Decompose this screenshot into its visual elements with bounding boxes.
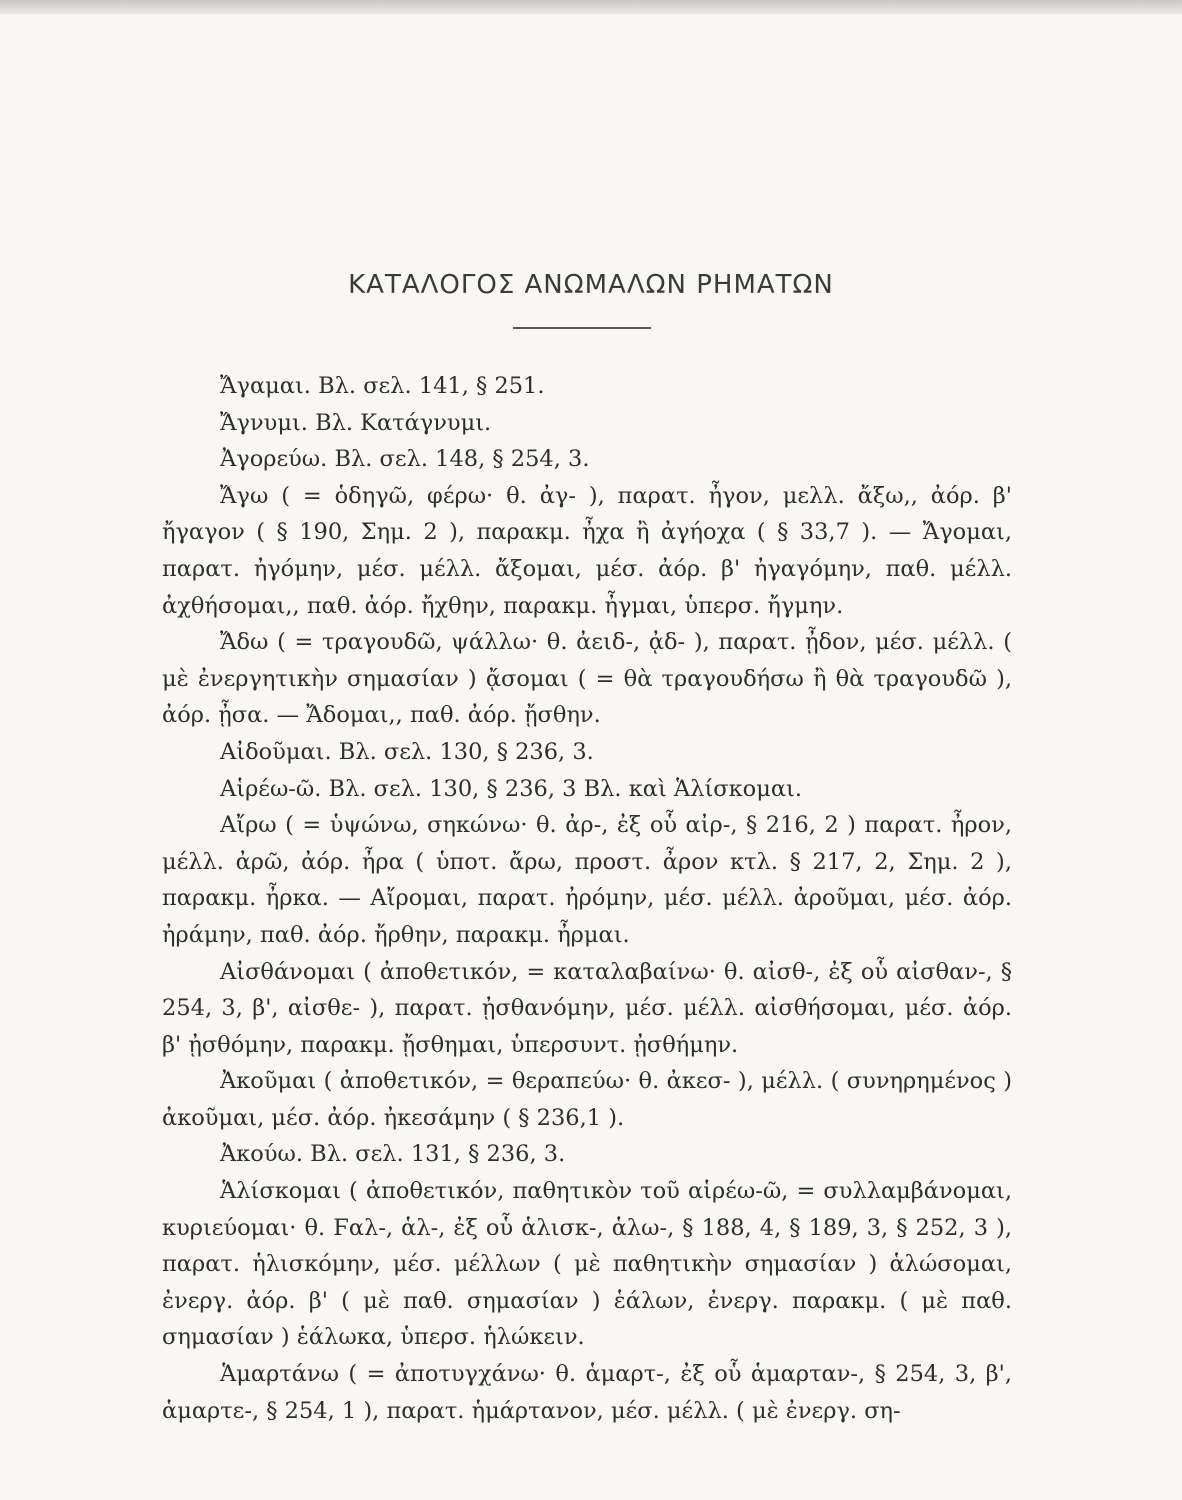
- page-top-edge: [0, 0, 1182, 14]
- verb-entry: Ἄδω ( = τραγουδῶ, ψάλλω· θ. ἀειδ-, ᾀδ- ), παρατ. ᾖδον, μέσ. μέλλ. ( μὲ ἐνεργητικὴν σημασίαν ) ᾄσομαι ( = θὰ τραγουδήσω ἢ θὰ τραγουδῶ ), ἀόρ. ᾖσα. — Ἄδομαι,, παθ. ἀόρ. ᾔσθην.: [162, 629, 1012, 729]
- verb-entry: Αἱρέω-ῶ. Βλ. σελ. 130, § 236, 3 Βλ. καὶ Ἁλίσκομαι.: [220, 775, 803, 802]
- page-title: ΚΑΤΑΛΟΓΟΣ ΑΝΩΜΑΛΩΝ ΡΗΜΑΤΩΝ: [348, 270, 834, 300]
- title-rule: [513, 327, 651, 329]
- verb-entry: Ἀκοῦμαι ( ἀποθετικόν, = θεραπεύω· θ. ἀκεσ- ), μέλλ. ( συνηρημένος ) ἀκοῦμαι, μέσ. ἀόρ. ἠκεσάμην ( § 236,1 ).: [162, 1068, 1012, 1131]
- verb-entry: Ἁλίσκομαι ( ἀποθετικόν, παθητικὸν τοῦ αἱρέω-ῶ, = συλλαμβάνομαι, κυριεύομαι· θ. Ϝαλ-, ἁλ-, ἐξ οὗ ἁλισκ-, ἁλω-, § 188, 4, § 189, 3, § 252, 3 ), παρατ. ἡλισκόμην, μέσ. μέλλων ( μὲ παθητικὴν σημασίαν ) ἁλώσομαι, ἐνεργ. ἀόρ. β' ( μὲ παθ. σημασίαν ) ἑάλων, ἐνεργ. παρακμ. ( μὲ παθ. σημασίαν ) ἑάλωκα, ὑπερσ. ἡλώκειν.: [162, 1178, 1012, 1351]
- verb-entry: Ἁμαρτάνω ( = ἀποτυγχάνω· θ. ἁμαρτ-, ἐξ οὗ ἁμαρταν-, § 254, 3, β', ἁμαρτε-, § 254, 1 ), παρατ. ἡμάρτανον, μέσ. μέλλ. ( μὲ ἐνεργ. ση-: [162, 1361, 1012, 1424]
- verb-entry: Αἴρω ( = ὑψώνω, σηκώνω· θ. ἀρ-, ἐξ οὗ αἰρ-, § 216, 2 ) παρατ. ἦρον, μέλλ. ἀρῶ, ἀόρ. ἦρα ( ὑποτ. ἄρω, προστ. ἆρον κτλ. § 217, 2, Σημ. 2 ), παρακμ. ἦρκα. — Αἴρομαι, παρατ. ἠρόμην, μέσ. μέλλ. ἀροῦμαι, μέσ. ἀόρ. ἠράμην, παθ. ἀόρ. ἤρθην, παρακμ. ἦρμαι.: [162, 812, 1012, 948]
- verb-entry-list: [162, 368, 1012, 1429]
- verb-entry: Ἀκούω. Βλ. σελ. 131, § 236, 3.: [220, 1141, 566, 1168]
- verb-entry: Αἰδοῦμαι. Βλ. σελ. 130, § 236, 3.: [220, 738, 594, 765]
- verb-entry: Ἄγνυμι. Βλ. Κατάγνυμι.: [220, 409, 492, 436]
- verb-entry: Αἰσθάνομαι ( ἀποθετικόν, = καταλαβαίνω· θ. αἰσθ-, ἐξ οὗ αἰσθαν-, § 254, 3, β', αἰσθε- ), παρατ. ᾐσθανόμην, μέσ. μέλλ. αἰσθήσομαι, μέσ. ἀόρ. β' ᾐσθόμην, παρακμ. ᾔσθημαι, ὑπερσυντ. ᾐσθήμην.: [162, 958, 1012, 1058]
- verb-entry: Ἄγω ( = ὁδηγῶ, φέρω· θ. ἀγ- ), παρατ. ἦγον, μελλ. ἄξω,, ἀόρ. β' ἤγαγον ( § 190, Σημ. 2 ), παρακμ. ἦχα ἢ ἀγήοχα ( § 33,7 ). — Ἄγομαι, παρατ. ἠγόμην, μέσ. μέλλ. ἄξομαι, μέσ. ἀόρ. β' ἠγαγόμην, παθ. μέλλ. ἀχθήσομαι,, παθ. ἀόρ. ἤχθην, παρακμ. ἦγμαι, ὑπερσ. ἤγμην.: [162, 482, 1012, 619]
- verb-entry: Ἀγορεύω. Βλ. σελ. 148, § 254, 3.: [220, 446, 590, 473]
- verb-entry: Ἄγαμαι. Βλ. σελ. 141, § 251.: [220, 373, 545, 399]
